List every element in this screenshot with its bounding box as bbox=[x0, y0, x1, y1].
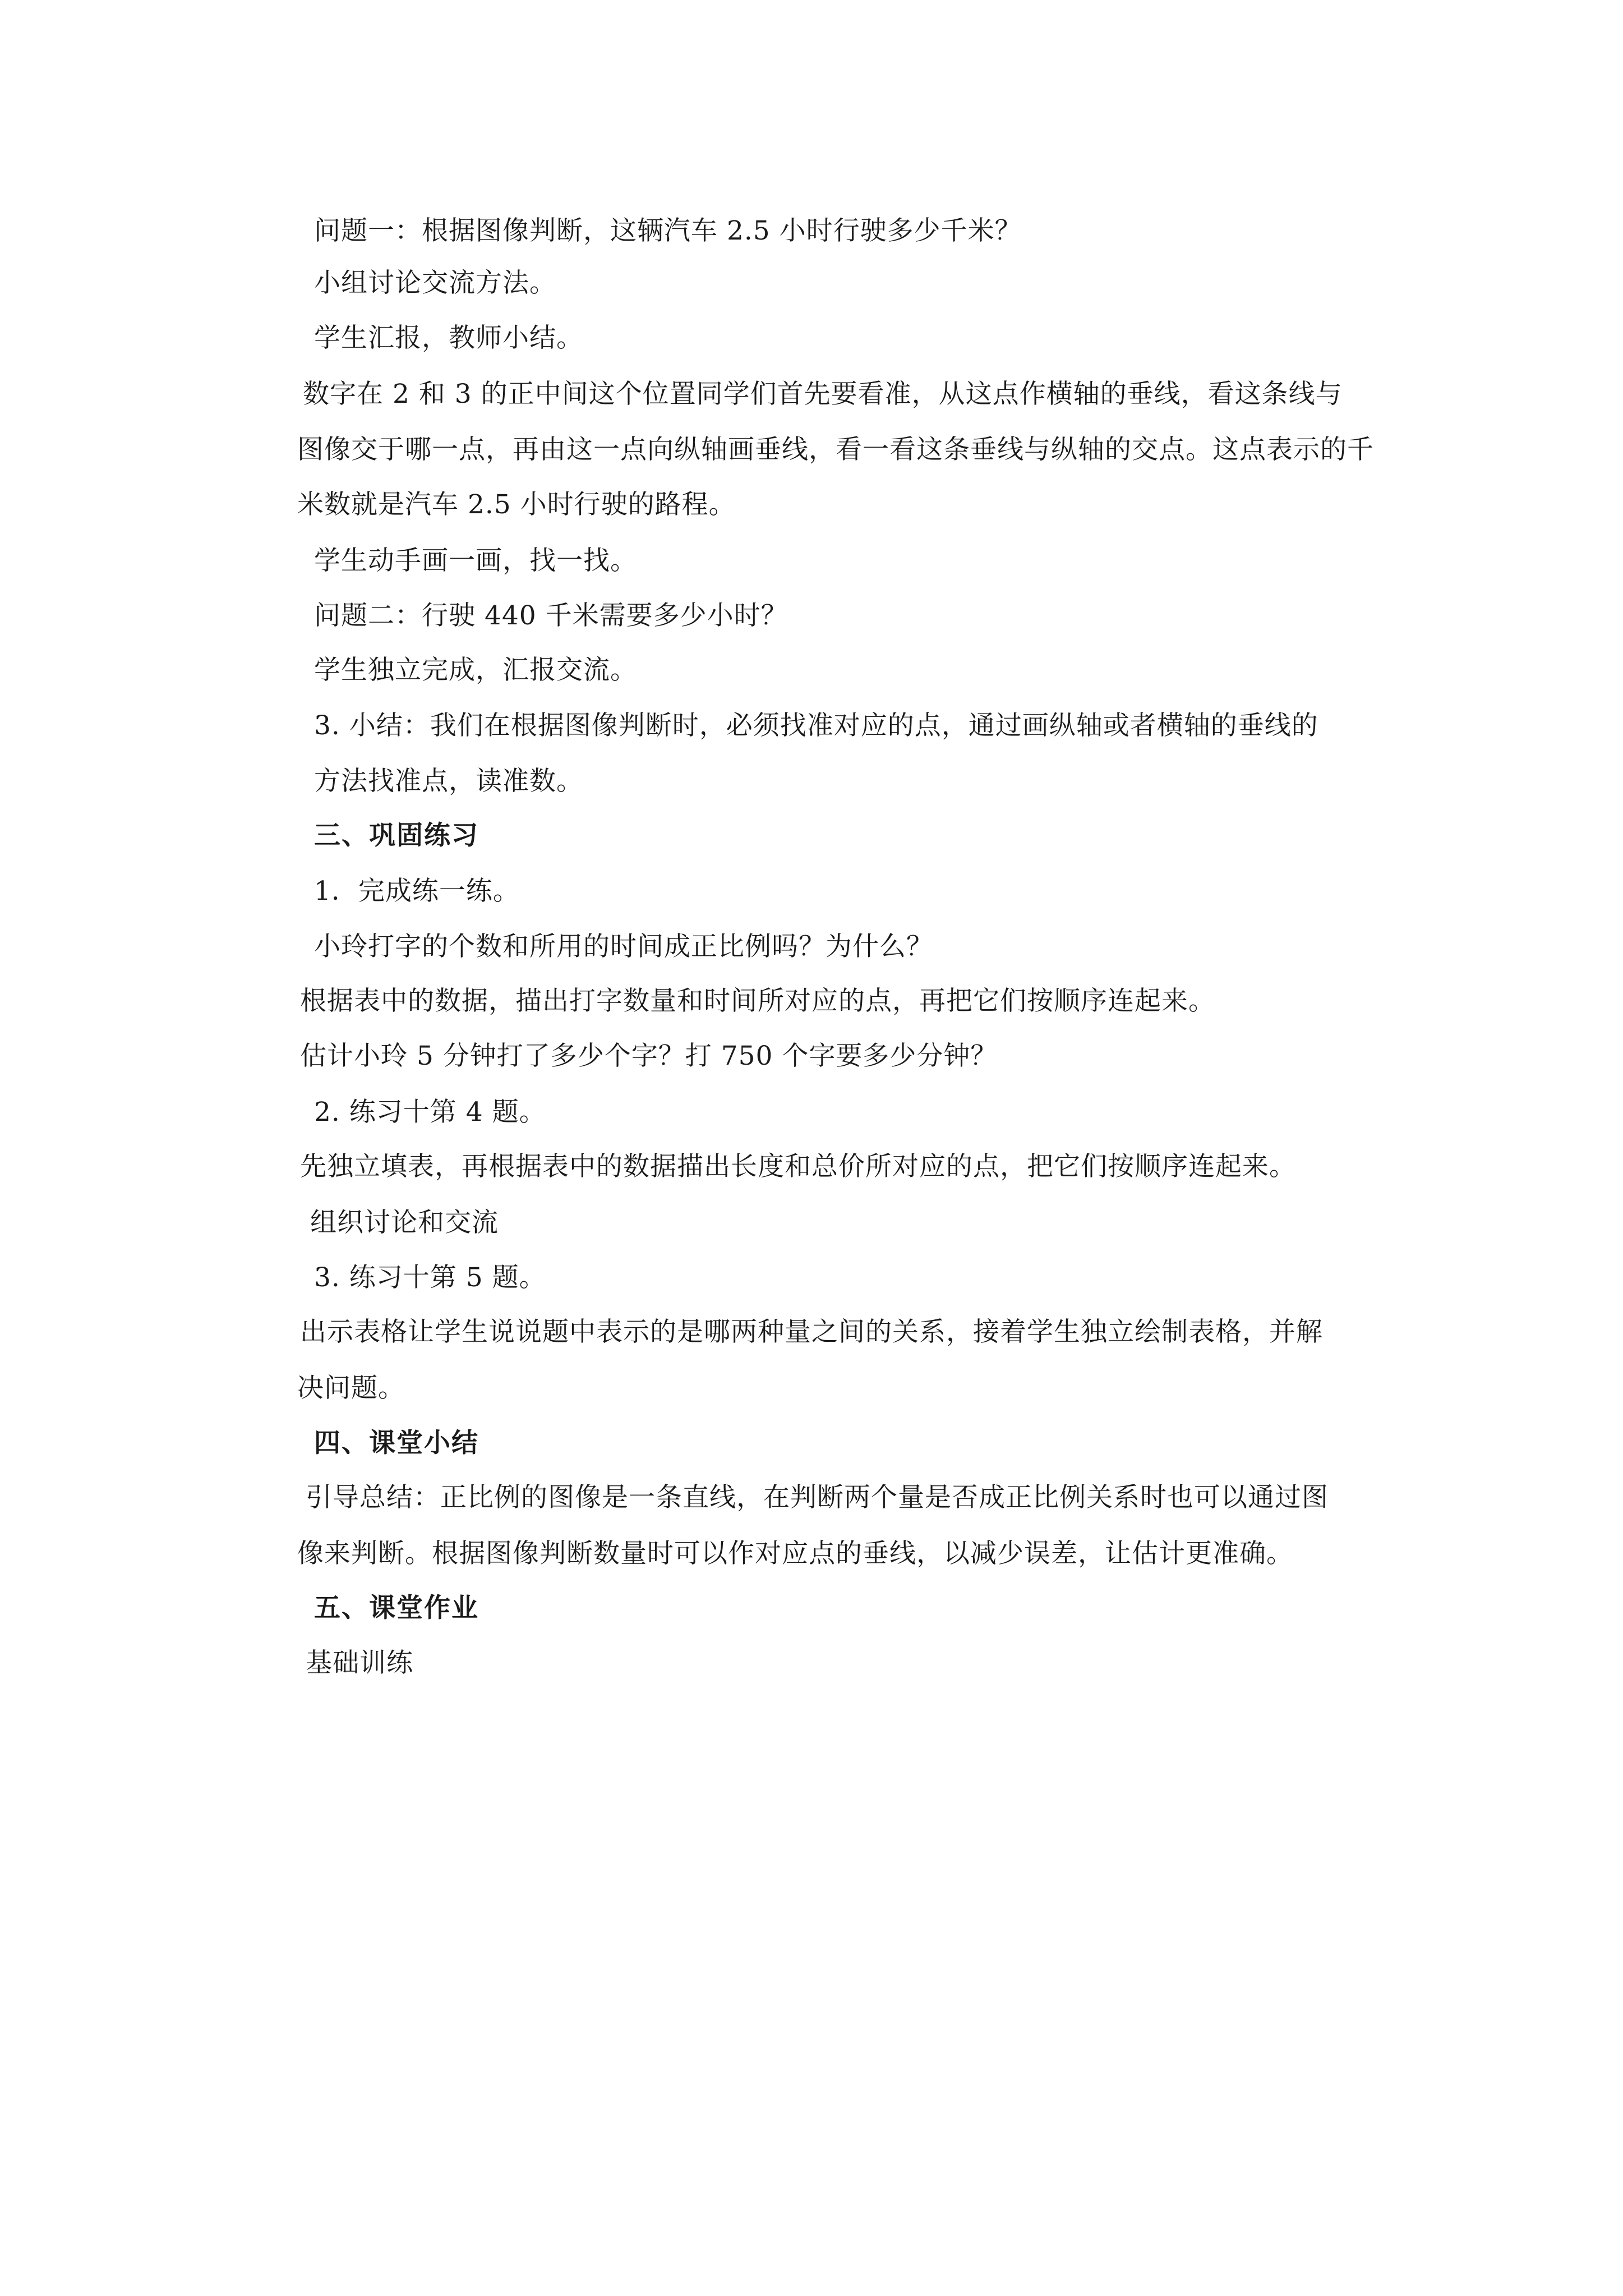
section-heading-summary: 四、课堂小结 bbox=[314, 1428, 479, 1458]
summary-line: 3. 小结：我们在根据图像判断时，必须找准对应的点，通过画纵轴或者横轴的垂线的 bbox=[314, 710, 1318, 741]
paragraph-line: 出示表格让学生说说题中表示的是哪两种量之间的关系，接着学生独立绘制表格，并解 bbox=[300, 1317, 1323, 1347]
student-independent: 学生独立完成，汇报交流。 bbox=[314, 655, 637, 685]
section-heading-homework: 五、课堂作业 bbox=[314, 1593, 479, 1623]
paragraph-line: 图像交于哪一点，再由这一点向纵轴画垂线，看一看这条垂线与纵轴的交点。这点表示的千 bbox=[297, 434, 1374, 465]
group-discussion: 小组讨论交流方法。 bbox=[314, 268, 556, 298]
student-drawing: 学生动手画一画，找一找。 bbox=[314, 545, 637, 576]
practice-item: 3. 练习十第 5 题。 bbox=[314, 1262, 546, 1293]
paragraph-line: 引导总结：正比例的图像是一条直线，在判断两个量是否成正比例关系时也可以通过图 bbox=[306, 1482, 1329, 1513]
practice-text: 组织讨论和交流 bbox=[310, 1207, 499, 1238]
practice-question: 小玲打字的个数和所用的时间成正比例吗？为什么？ bbox=[314, 931, 933, 962]
practice-text: 根据表中的数据，描出打字数量和时间所对应的点，再把它们按顺序连起来。 bbox=[300, 986, 1215, 1016]
practice-text: 先独立填表，再根据表中的数据描出长度和总价所对应的点，把它们按顺序连起来。 bbox=[300, 1151, 1296, 1182]
paragraph-line: 数字在 2 和 3 的正中间这个位置同学们首先要看准，从这点作横轴的垂线，看这条线与 bbox=[303, 379, 1343, 409]
paragraph-line: 像来判断。根据图像判断数量时可以作对应点的垂线，以减少误差，让估计更准确。 bbox=[297, 1538, 1293, 1569]
homework-item: 基础训练 bbox=[306, 1648, 413, 1678]
student-report: 学生汇报，教师小结。 bbox=[314, 323, 583, 353]
paragraph-line: 米数就是汽车 2.5 小时行驶的路程。 bbox=[297, 489, 736, 520]
practice-item: 2. 练习十第 4 题。 bbox=[314, 1097, 546, 1128]
practice-item: 1．完成练一练。 bbox=[314, 876, 520, 907]
section-heading-practice: 三、巩固练习 bbox=[314, 820, 479, 851]
summary-line: 方法找准点，读准数。 bbox=[314, 766, 583, 797]
paragraph-line: 决问题。 bbox=[297, 1373, 405, 1404]
practice-question: 估计小玲 5 分钟打了多少个字？打 750 个字要多少分钟？ bbox=[300, 1041, 998, 1071]
question-two: 问题二：行驶 440 千米需要多少小时？ bbox=[314, 600, 788, 631]
question-one: 问题一：根据图像判断，这辆汽车 2.5 小时行驶多少千米？ bbox=[314, 215, 1022, 246]
